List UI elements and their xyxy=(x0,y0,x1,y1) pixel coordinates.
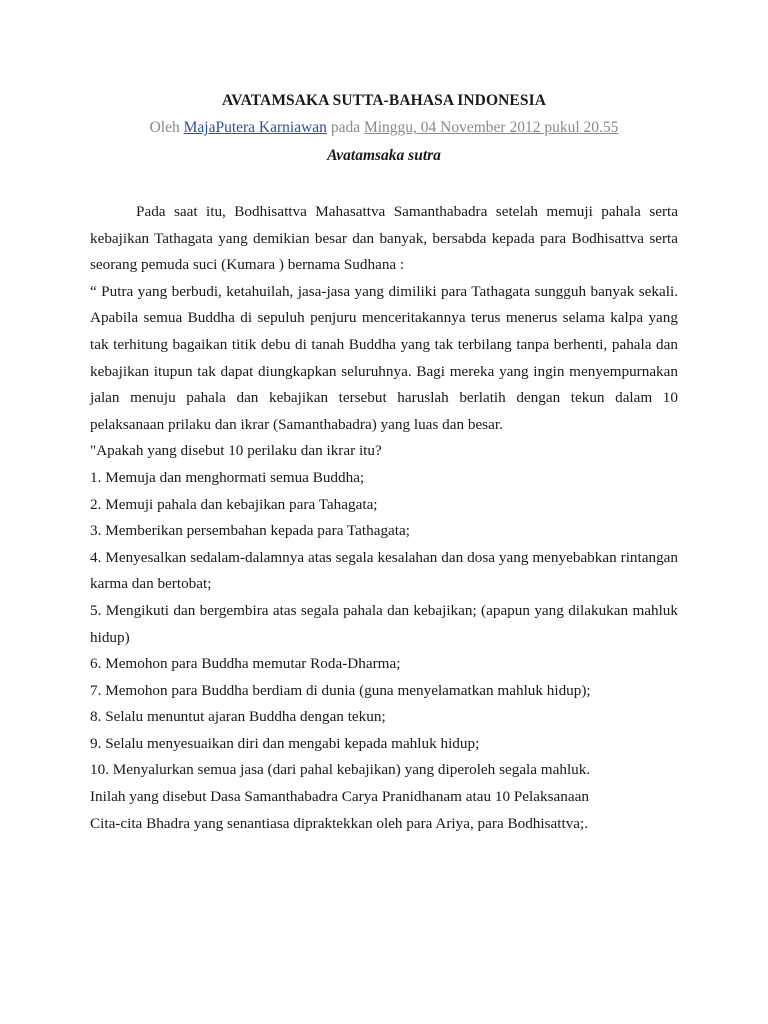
list-item: 2. Memuji pahala dan kebajikan para Tahagata; xyxy=(90,495,378,513)
closing-line: Cita-cita Bhadra yang senantiasa dipraktekkan oleh para Ariya, para Bodhisattva;. xyxy=(90,814,589,832)
document-subtitle: Avatamsaka sutra xyxy=(327,147,441,164)
byline xyxy=(0,119,768,137)
list-item: 10. Menyalurkan semua jasa (dari pahal kebajikan) yang diperoleh segala mahluk. xyxy=(90,761,591,779)
intro-paragraph: Pada saat itu, Bodhisattva Mahasattva Samanthabadra setelah memuji pahala serta kebajikan Tathagata yang demikian besar dan banyak, bersabda kepada para Bodhisattva serta seorang pemuda suci (Kumara ) bernama Sudhana : xyxy=(90,203,678,274)
list-item: 1. Memuja dan menghormati semua Buddha; xyxy=(90,468,365,486)
list-item: 5. Mengikuti dan bergembira atas segala pahala dan kebajikan; (apapun yang dilakukan mahluk hidup) xyxy=(90,601,678,646)
byline-middle: pada xyxy=(330,119,361,136)
document-body xyxy=(90,199,678,837)
date-link[interactable]: Minggu, 04 November 2012 pukul 20.55 xyxy=(363,119,619,136)
quote-paragraph: “ Putra yang berbudi, ketahuilah, jasa-jasa yang dimiliki para Tathagata sungguh banyak sekali. Apabila semua Buddha di sepuluh penjuru menceritakannya terus menerus selama kalpa yang tak terhitung bagaikan titik debu di tanah Buddha yang tak terbilang tanpa berhenti, pahala dan kebajikan itupun tak dapat diungkapkan seluruhnya. Bagi mereka yang ingin menyempurnakan jalan menuju pahala dan kebajikan tersebut haruslah berlatih dengan tekun dalam 10 pelaksanaan prilaku dan ikrar (Samanthabadra) yang luas dan besar. xyxy=(90,282,678,433)
list-item: 9. Selalu menyesuaikan diri dan mengabi kepada mahluk hidup; xyxy=(90,734,480,752)
list-item: 4. Menyesalkan sedalam-dalamnya atas segala kesalahan dan dosa yang menyebabkan rintangan karma dan bertobat; xyxy=(90,548,678,593)
document-title: AVATAMSAKA SUTTA-BAHASA INDONESIA xyxy=(222,92,546,109)
list-item: 3. Memberikan persembahan kepada para Tathagata; xyxy=(90,522,410,540)
list-item: 6. Memohon para Buddha memutar Roda-Dharma; xyxy=(90,655,401,673)
byline-prefix: Oleh xyxy=(149,119,180,136)
list-item: 7. Memohon para Buddha berdiam di dunia (guna menyelamatkan mahluk hidup); xyxy=(90,681,591,699)
list-item: 8. Selalu menuntut ajaran Buddha dengan tekun; xyxy=(90,708,386,726)
question-paragraph: "Apakah yang disebut 10 perilaku dan ikrar itu? xyxy=(90,442,382,460)
closing-line: Inilah yang disebut Dasa Samanthabadra Carya Pranidhanam atau 10 Pelaksanaan xyxy=(90,788,589,806)
author-link[interactable]: MajaPutera Karniawan xyxy=(183,119,327,136)
